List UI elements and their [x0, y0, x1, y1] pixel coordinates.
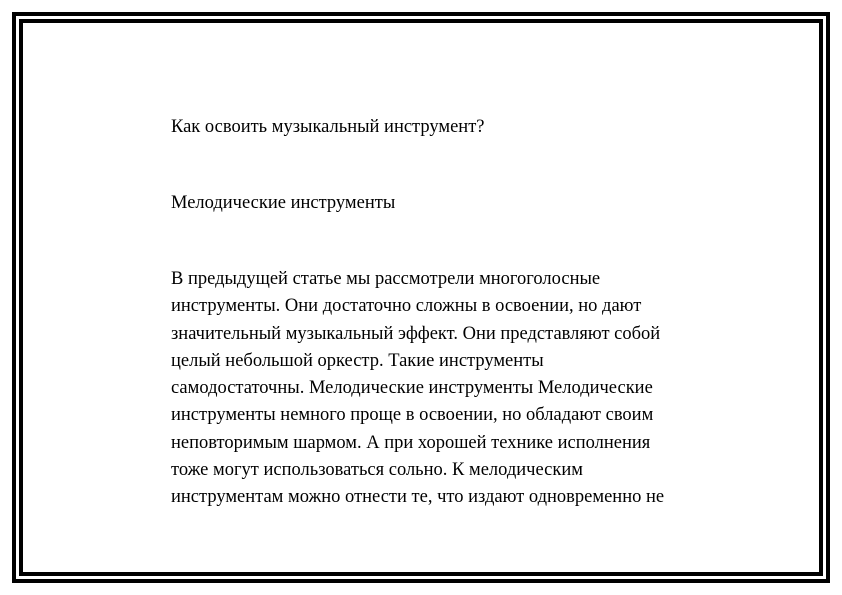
- paragraph-line: тоже могут использоваться сольно. К мелодическим: [171, 460, 583, 481]
- paragraph-line: самодостаточны. Мелодические инструменты Мелодические: [171, 378, 653, 399]
- paragraph-line: инструменты. Они достаточно сложны в освоении, но дают: [171, 296, 642, 317]
- paragraph-line: целый небольшой оркестр. Такие инструменты: [171, 350, 544, 371]
- paragraph-line: значительный музыкальный эффект. Они представляют собой: [171, 323, 661, 344]
- body-paragraph: [171, 266, 731, 512]
- paragraph-line: неповторимым шармом. А при хорошей технике исполнения: [171, 432, 651, 453]
- document-body: [171, 114, 731, 512]
- paragraph-line: инструментам можно отнести те, что издают одновременно не: [171, 487, 665, 508]
- paragraph-line: В предыдущей статье мы рассмотрели многоголосные: [171, 269, 601, 289]
- paragraph-line: инструменты немного проще в освоении, но обладают своим: [171, 405, 654, 426]
- document-title: Как освоить музыкальный инструмент?: [171, 117, 485, 137]
- section-heading: Мелодические инструменты: [171, 193, 396, 213]
